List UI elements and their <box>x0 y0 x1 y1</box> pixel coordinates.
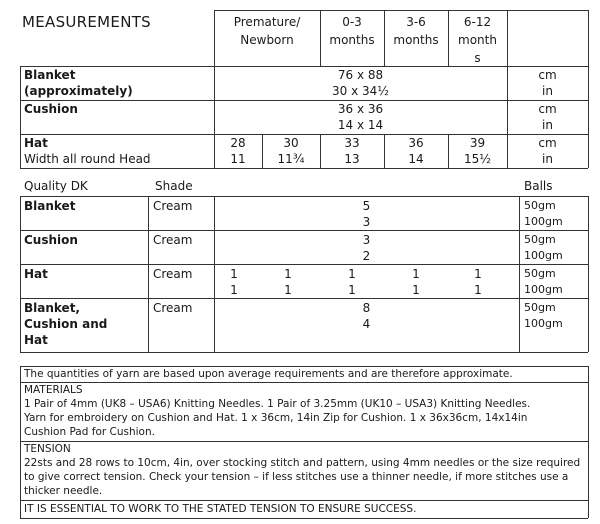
size-header-0-3-line1: 0-3 <box>342 15 362 29</box>
quality-row-combined-label1: Blanket, <box>24 301 80 315</box>
hat-unit-in: in <box>542 152 553 166</box>
quality-row-blanket-unit2: 100gm <box>524 215 563 228</box>
quality-row-cushion-unit2: 100gm <box>524 249 563 262</box>
quality-row-combined-q2: 4 <box>362 317 371 331</box>
quality-row-blanket-label: Blanket <box>24 199 76 213</box>
quality-row-cushion-label: Cushion <box>24 233 78 247</box>
quality-row-combined-label2: Cushion and <box>24 317 108 331</box>
blanket-label: Blanket <box>24 68 76 82</box>
cushion-unit-cm: cm <box>538 102 557 116</box>
quality-row-combined-label3: Hat <box>24 333 48 347</box>
quality-row-cushion-unit1: 50gm <box>524 233 556 246</box>
size-header-newborn-line1: Premature/ <box>233 15 301 29</box>
hat-in-4: 14 <box>408 152 424 166</box>
shade-header: Shade <box>155 179 193 193</box>
quality-row-combined-shade: Cream <box>153 301 193 315</box>
hat-label: Hat <box>24 136 48 150</box>
hat-in-1: 11 <box>230 152 246 166</box>
size-header-newborn-line2: Newborn <box>240 33 294 47</box>
hat-cm-5: 39 <box>469 136 486 150</box>
quality-row-hat-unit1: 50gm <box>524 267 556 280</box>
cushion-cm-value: 36 x 36 <box>337 102 384 116</box>
quality-row-hat-size5-q2: 1 <box>474 283 482 297</box>
hat-in-2: 11¾ <box>277 152 305 166</box>
quality-row-hat-size4-q2: 1 <box>412 283 420 297</box>
size-header-3-6-line2: months <box>393 33 439 47</box>
quality-row-hat-size1-q1: 1 <box>230 267 238 281</box>
quality-row-hat-size1-q2: 1 <box>230 283 238 297</box>
size-header-6-12-line3: s <box>474 51 481 65</box>
blanket-cm-value: 76 x 88 <box>337 68 384 82</box>
quality-row-blanket-unit1: 50gm <box>524 199 556 212</box>
hat-cm-4: 36 <box>408 136 424 150</box>
cushion-in-value: 14 x 14 <box>337 118 384 132</box>
materials-heading: MATERIALS <box>24 384 83 396</box>
quality-row-hat-label: Hat <box>24 267 48 281</box>
quality-row-hat-size2-q1: 1 <box>284 267 292 281</box>
size-header-0-3-line2: months <box>329 33 375 47</box>
quality-row-blanket-q2: 3 <box>362 215 371 229</box>
hat-cm-1: 28 <box>230 136 246 150</box>
quality-row-hat-size5-q1: 1 <box>474 267 482 281</box>
blanket-approx-label: (approximately) <box>24 84 133 98</box>
essential-note: IT IS ESSENTIAL TO WORK TO THE STATED TENSION TO ENSURE SUCCESS. <box>24 503 417 515</box>
hat-unit-cm: cm <box>538 136 557 150</box>
hat-sublabel: Width all round Head <box>24 152 151 166</box>
materials-line-3: Cushion Pad for Cushion. <box>24 426 155 438</box>
hat-cm-3: 33 <box>344 136 360 150</box>
quality-row-hat-shade: Cream <box>153 267 193 281</box>
quality-row-hat-size4-q1: 1 <box>412 267 420 281</box>
quality-row-hat-size2-q2: 1 <box>284 283 292 297</box>
balls-header: Balls <box>524 179 553 193</box>
quality-row-blanket-shade: Cream <box>153 199 193 213</box>
tension-line-2: to give correct tension. Check your tension – if less stitches use a thinner needle, if more stitches use a <box>24 471 569 483</box>
tension-line-1: 22sts and 28 rows to 10cm, 4in, over stocking stitch and pattern, using 4mm needles or the size required <box>24 457 581 469</box>
size-header-3-6-line1: 3-6 <box>406 15 426 29</box>
quality-row-hat-size3-q1: 1 <box>348 267 356 281</box>
hat-in-5: 15½ <box>464 152 491 166</box>
hat-in-3: 13 <box>344 152 360 166</box>
quality-row-hat-unit2: 100gm <box>524 283 563 296</box>
quality-header: Quality DK <box>24 179 88 193</box>
quality-row-blanket-q1: 5 <box>362 199 371 213</box>
measurements-title: MEASUREMENTS <box>22 13 152 31</box>
cushion-label: Cushion <box>24 102 78 116</box>
size-header-6-12-line1: 6-12 <box>463 15 492 29</box>
tension-line-3: thicker needle. <box>24 485 103 497</box>
materials-line-2: Yarn for embroidery on Cushion and Hat. 1 x 36cm, 14in Zip for Cushion. 1 x 36x36cm, 14x14in <box>24 412 528 424</box>
blanket-in-value: 30 x 34½ <box>332 84 389 98</box>
blanket-unit-cm: cm <box>538 68 557 82</box>
quality-row-combined-unit1: 50gm <box>524 301 556 314</box>
quantities-note: The quantities of yarn are based upon average requirements and are therefore approximate. <box>24 368 513 380</box>
quality-row-cushion-q1: 3 <box>362 233 371 247</box>
quality-row-cushion-shade: Cream <box>153 233 193 247</box>
quality-row-combined-q1: 8 <box>362 301 371 315</box>
quality-row-combined-unit2: 100gm <box>524 317 563 330</box>
quality-row-cushion-q2: 2 <box>362 249 371 263</box>
cushion-unit-in: in <box>542 118 553 132</box>
size-header-6-12-line2: month <box>458 33 497 47</box>
quality-row-hat-size3-q2: 1 <box>348 283 356 297</box>
hat-cm-2: 30 <box>283 136 299 150</box>
materials-line-1: 1 Pair of 4mm (UK8 – USA6) Knitting Needles. 1 Pair of 3.25mm (UK10 – USA3) Knitting Needles. <box>24 398 531 410</box>
tension-heading: TENSION <box>24 443 71 455</box>
blanket-unit-in: in <box>542 84 553 98</box>
